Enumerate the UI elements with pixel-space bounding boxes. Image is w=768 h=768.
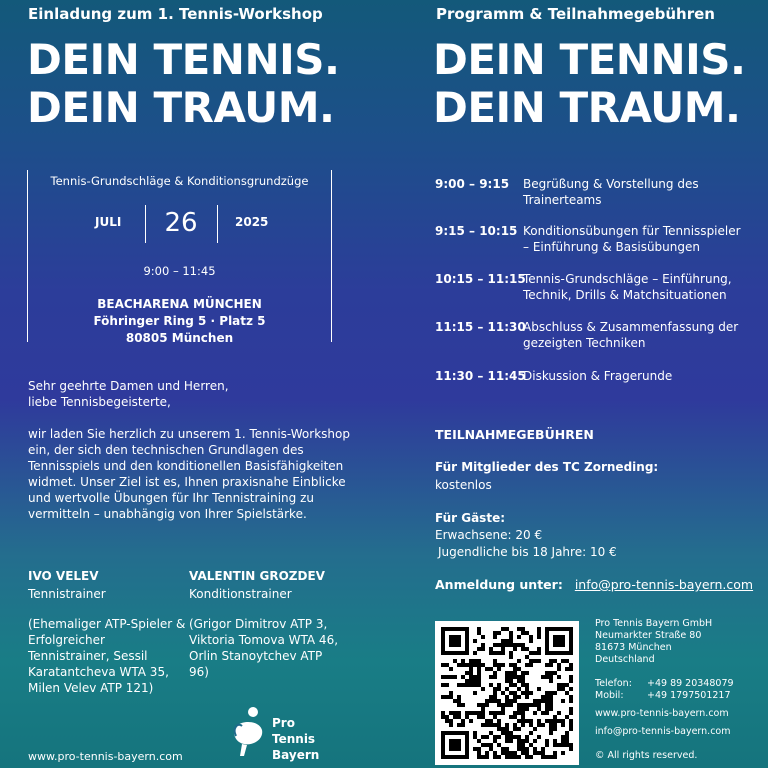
company-website-link[interactable]: www.pro-tennis-bayern.com <box>595 708 729 719</box>
date-divider <box>145 205 146 243</box>
company-street: Neumarkter Straße 80 <box>595 630 702 641</box>
members-value: kostenlos <box>435 478 492 492</box>
event-venue <box>27 296 332 347</box>
right-headline-line-2: DEIN TRAUM. <box>433 83 741 132</box>
event-info-box <box>27 170 332 345</box>
program-time: 11:30 – 11:45 <box>435 369 526 383</box>
event-month: JULI <box>95 215 122 229</box>
phone-label: Telefon: <box>595 678 632 689</box>
right-headline <box>433 36 745 132</box>
program-time: 9:00 – 9:15 <box>435 177 510 191</box>
trainer-cv: (Ehemaliger ATP-Spieler & Erfolgreicher Tennistrainer, Sessil Karatantcheva WTA 35, Milen Velev ATP 121) <box>28 617 186 695</box>
venue-city: 80805 München <box>125 331 234 345</box>
left-kicker: Einladung zum 1. Tennis-Workshop <box>28 5 323 23</box>
left-headline-line-1: DEIN TENNIS. <box>27 35 340 84</box>
event-day: 26 <box>164 208 198 238</box>
logo-line-1: Pro Tennis <box>272 716 316 746</box>
company-mobile <box>595 690 765 702</box>
event-year: 2025 <box>235 215 269 229</box>
greeting-line-2: liebe Tennisbegeisterte, <box>28 395 171 409</box>
company-country: Deutschland <box>595 654 655 665</box>
program-desc: Konditionsübungen für Tennisspieler – Einführung & Basisübungen <box>523 224 741 254</box>
invitation-body: wir laden Sie herzlich zu unserem 1. Tennis-Workshop ein, der sich den technischen Grundlagen des Tennisspiels und den konditionellen Basisfähigkeiten widmet. Unser Ziel ist es, Ihnen praxisnahe Einblicke und wertvolle Übungen für Ihr Tennistraining zu vermitteln – unabhängig von Ihrer Spielstärke. <box>28 427 350 521</box>
venue-street: Föhringer Ring 5 · Platz 5 <box>93 314 266 328</box>
company-phone <box>595 678 765 690</box>
registration <box>435 577 753 592</box>
right-headline-line-1: DEIN TENNIS. <box>433 35 746 84</box>
program-desc: Diskussion & Fragerunde <box>523 369 673 383</box>
venue-name: BEACHARENA MÜNCHEN <box>97 297 262 311</box>
company-email-link[interactable]: info@pro-tennis-bayern.com <box>595 726 731 737</box>
right-kicker: Programm & Teilnahmegebühren <box>436 5 715 23</box>
trainer-cv: (Grigor Dimitrov ATP 3, Viktoria Tomova WTA 46, Orlin Stanoytchev ATP 96) <box>189 617 339 679</box>
invitation-letter <box>28 378 358 538</box>
program-desc: Begrüßung & Vorstellung des Trainerteams <box>523 177 699 207</box>
brand-logo <box>228 706 338 762</box>
greeting-line-1: Sehr geehrte Damen und Herren, <box>28 379 229 393</box>
program-desc: Tennis-Grundschläge – Einführung, Technik, Drills & Matchsituationen <box>523 272 732 302</box>
guests-label: Für Gäste: <box>435 511 506 525</box>
program-desc: Abschluss & Zusammenfassung der gezeigten Techniken <box>523 320 739 350</box>
program-time: 9:15 – 10:15 <box>435 224 518 238</box>
website-link[interactable]: www.pro-tennis-bayern.com <box>28 750 183 763</box>
company-info <box>595 618 765 762</box>
registration-email-link[interactable]: info@pro-tennis-bayern.com <box>574 577 754 592</box>
fees-heading: TEILNAHMEGEBÜHREN <box>435 427 594 442</box>
copyright: © All rights reserved. <box>595 750 698 761</box>
trainer-role: Tennistrainer <box>28 587 106 601</box>
logo-text <box>272 715 338 763</box>
members-label: Für Mitglieder des TC Zorneding: <box>435 460 659 474</box>
trainer-card <box>28 568 188 696</box>
logo-line-2: Bayern <box>272 748 320 762</box>
left-headline-line-2: DEIN TRAUM. <box>27 83 335 132</box>
tennis-player-icon <box>228 706 268 758</box>
event-subtitle: Tennis-Grundschläge & Konditionsgrundzüge <box>50 174 309 188</box>
trainer-role: Konditionstrainer <box>189 587 292 601</box>
company-name: Pro Tennis Bayern GmbH <box>595 618 713 629</box>
left-headline <box>27 36 339 132</box>
mobile-label: Mobil: <box>595 690 624 701</box>
guests-youth: Jugendliche bis 18 Jahre: 10 € <box>438 545 617 559</box>
trainer-name: IVO VELEV <box>28 569 99 583</box>
company-city: 81673 München <box>595 642 672 653</box>
qr-code[interactable] <box>435 621 579 765</box>
trainer-card <box>189 568 339 680</box>
trainer-name: VALENTIN GROZDEV <box>189 569 325 583</box>
mobile-number: +49 1797501217 <box>647 690 731 701</box>
program-time: 11:15 – 11:30 <box>435 320 526 334</box>
program-time: 10:15 – 11:15 <box>435 272 526 286</box>
registration-label: Anmeldung unter: <box>435 577 563 592</box>
date-divider <box>217 205 218 243</box>
phone-number: +49 89 20348079 <box>647 678 734 689</box>
guests-adults: Erwachsene: 20 € <box>435 528 543 542</box>
event-time: 9:00 – 11:45 <box>143 264 216 278</box>
qr-code-pattern <box>441 627 573 759</box>
